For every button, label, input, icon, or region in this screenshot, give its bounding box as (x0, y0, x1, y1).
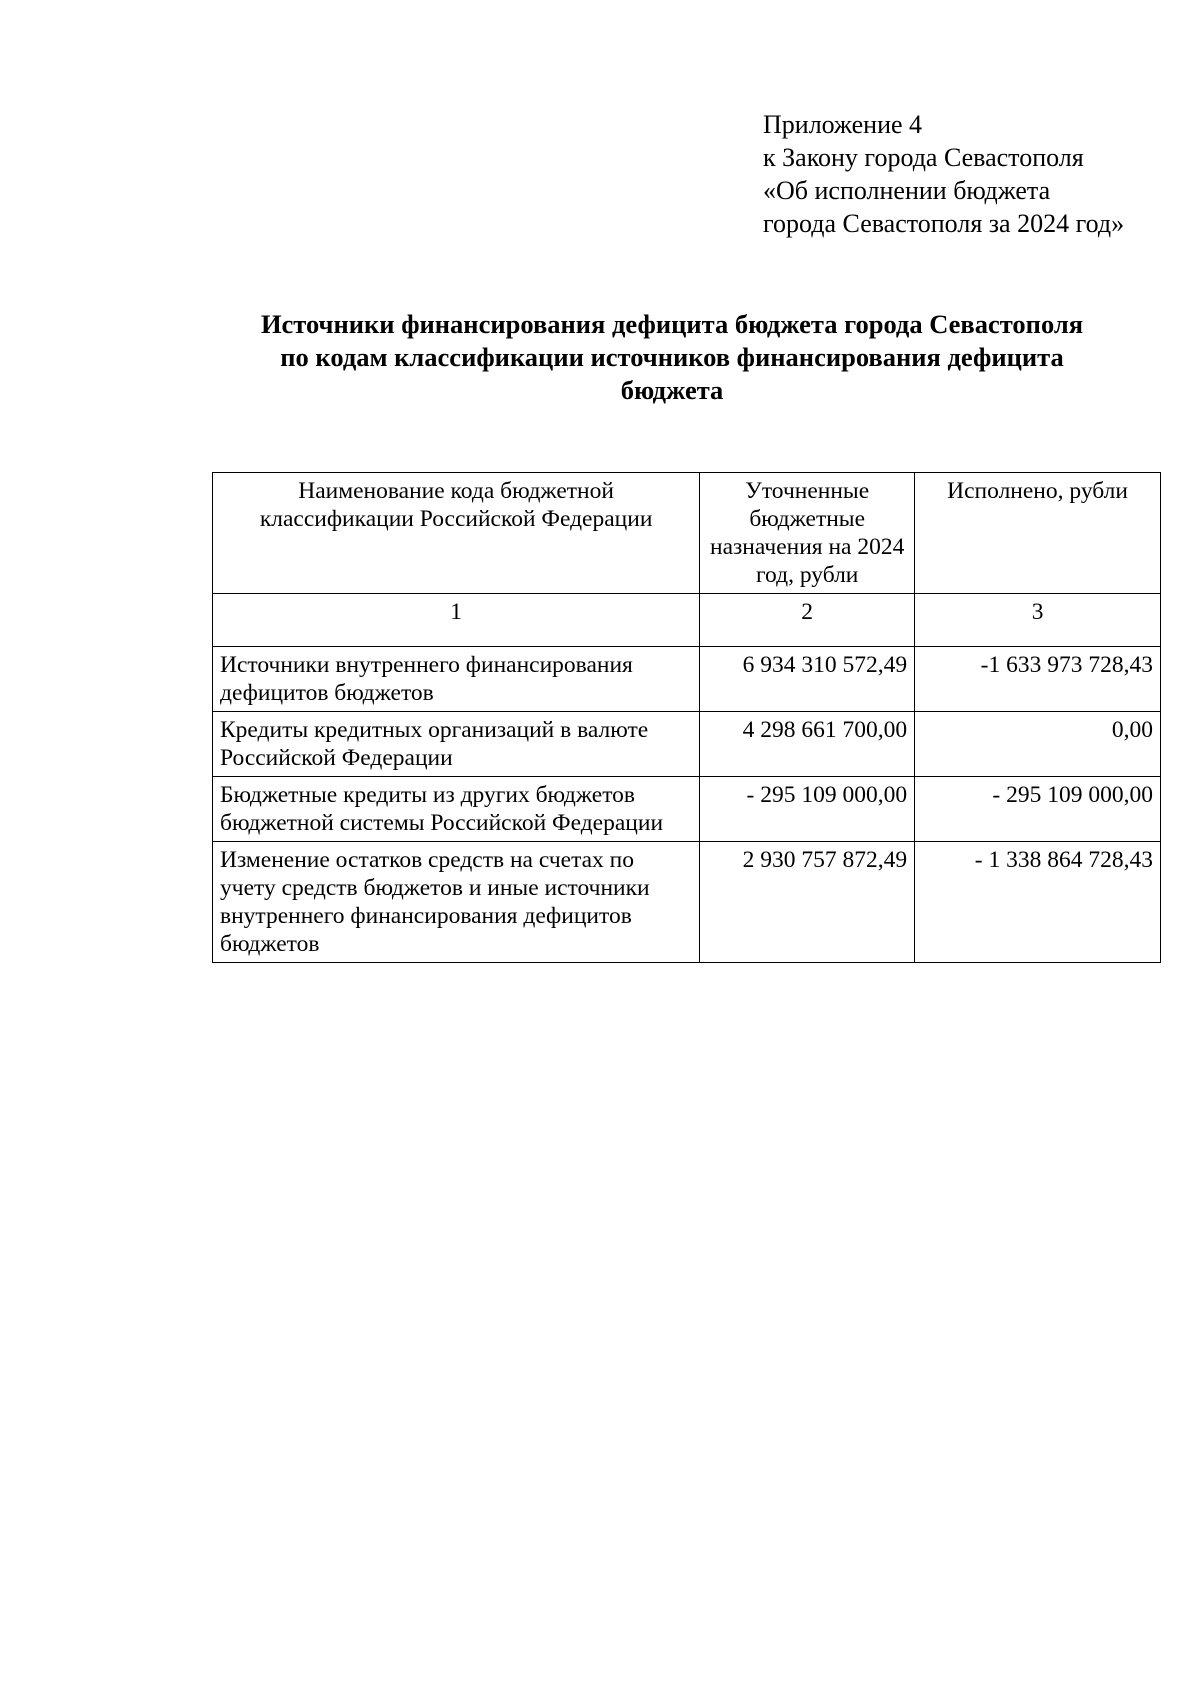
row-planned: - 295 109 000,00 (700, 777, 915, 842)
row-name: Бюджетные кредиты из других бюджетов бюджетной системы Российской Федерации (213, 777, 700, 842)
table-row (213, 777, 1161, 842)
row-name: Источники внутреннего финансирования дефицитов бюджетов (213, 647, 700, 712)
column-number: 3 (915, 594, 1161, 647)
appendix-line: Приложение 4 (763, 110, 923, 139)
row-planned: 2 930 757 872,49 (700, 842, 915, 963)
appendix-note (763, 108, 1124, 240)
appendix-line: города Севастополя за 2024 год» (763, 209, 1125, 238)
header-name: Наименование кода бюджетной классификации Российской Федерации (213, 473, 700, 594)
title-line: по кодам классификации источников финансирования дефицита (280, 342, 1064, 372)
appendix-line: «Об исполнении бюджета (763, 176, 1051, 205)
table-row (213, 647, 1161, 712)
column-number-row (213, 594, 1161, 647)
title-line: бюджета (620, 375, 724, 405)
row-planned: 4 298 661 700,00 (700, 712, 915, 777)
row-executed: 0,00 (915, 712, 1161, 777)
table-row (213, 712, 1161, 777)
row-name: Изменение остатков средств на счетах по учету средств бюджетов и иные источники внутреннего финансирования дефицитов бюджетов (213, 842, 700, 963)
budget-sources-table (212, 472, 1161, 963)
title-line: Источники финансирования дефицита бюджета города Севастополя (260, 309, 1084, 339)
row-executed: - 295 109 000,00 (915, 777, 1161, 842)
column-number: 1 (213, 594, 700, 647)
row-executed: - 1 338 864 728,43 (915, 842, 1161, 963)
table-row (213, 842, 1161, 963)
appendix-line: к Закону города Севастополя (763, 143, 1084, 172)
document-title (212, 308, 1132, 407)
header-planned: Уточненные бюджетные назначения на 2024 год, рубли (700, 473, 915, 594)
row-planned: 6 934 310 572,49 (700, 647, 915, 712)
table-header-row (213, 473, 1161, 594)
header-executed: Исполнено, рубли (915, 473, 1161, 594)
column-number: 2 (700, 594, 915, 647)
row-executed: -1 633 973 728,43 (915, 647, 1161, 712)
row-name: Кредиты кредитных организаций в валюте Российской Федерации (213, 712, 700, 777)
